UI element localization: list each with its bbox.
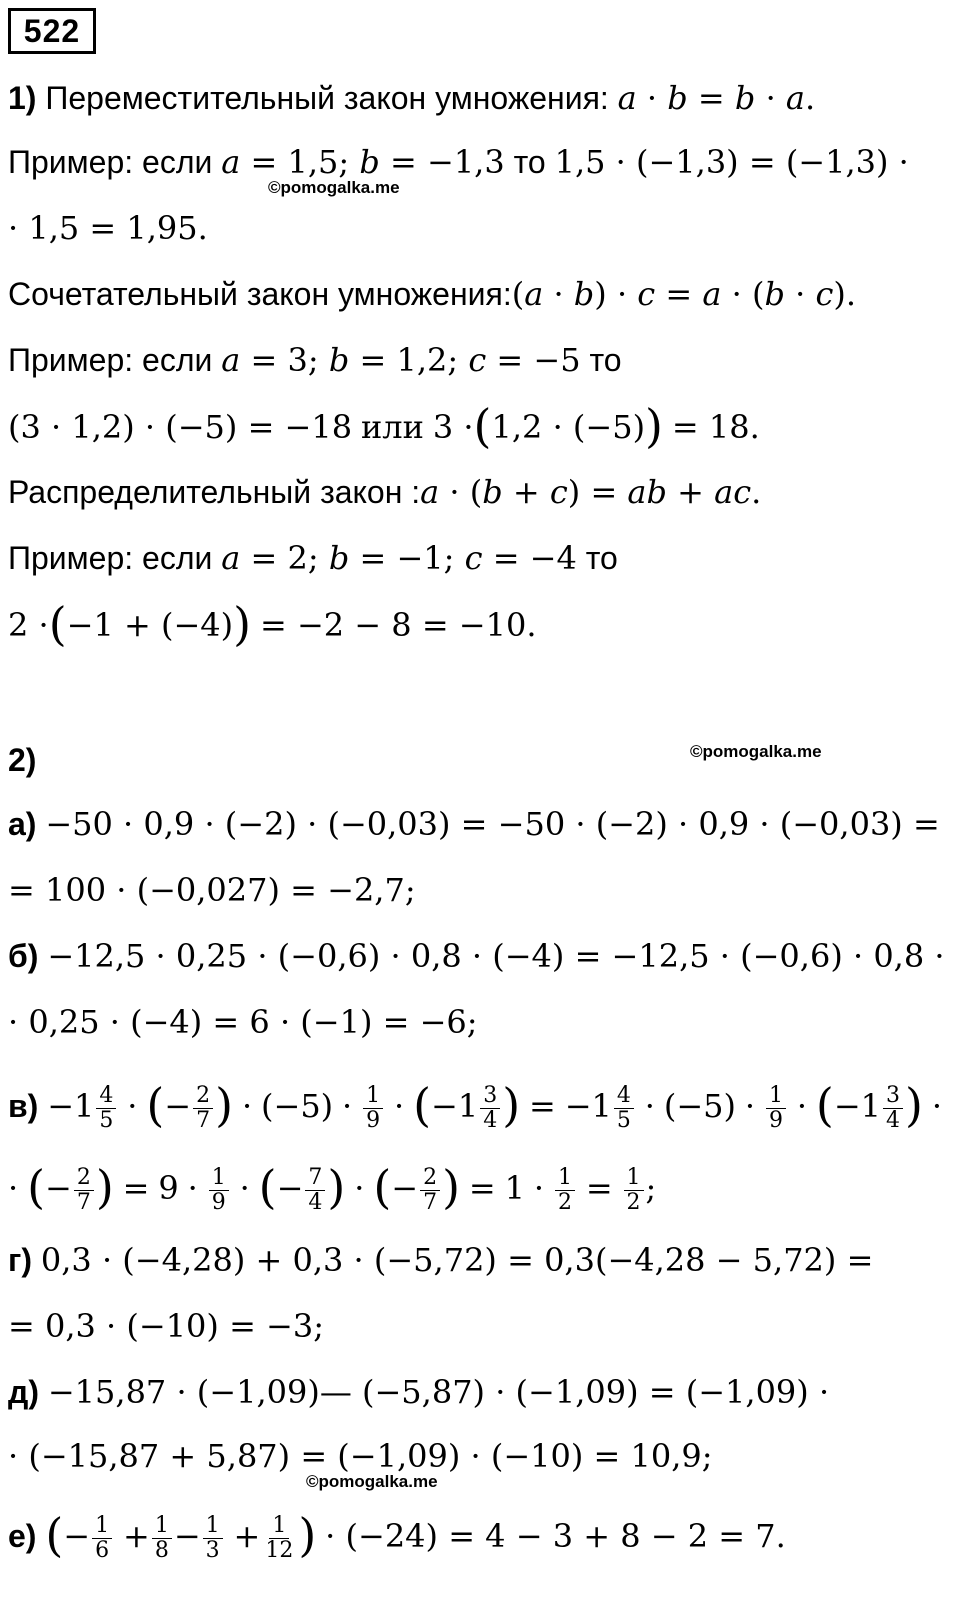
example3-calc-end: = −2 − 8 = −10. (259, 606, 537, 644)
item-e-rest: · (−24) = 4 − 3 + 8 − 2 = 7. (325, 1516, 786, 1555)
item-d-label: д) (8, 1374, 39, 1410)
part1-label: 1) (8, 80, 37, 116)
item-e-line: е) (− $\frac{1}{6}$ + $\frac{1}{8}$ − $\frac{1}{3}$ + $\frac{1}{12}$ ) · (−24) = 4 − 3 + 8 − 2 = 7. (8, 1507, 786, 1563)
example2-calc-b-end: = 18. (671, 408, 760, 446)
fraction: $\frac{1}{12}$ (265, 1513, 294, 1563)
item-e-label: е) (8, 1517, 37, 1554)
example3-calc-start: 2 · (8, 606, 49, 644)
mixed-whole: −1 (833, 1086, 882, 1125)
example2-values: 𝑎 = 3; 𝑏 = 1,2; 𝑐 = −5 (221, 341, 581, 379)
fraction: $\frac{1}{9}$ (766, 1084, 786, 1133)
minus: − (173, 1516, 201, 1555)
item-g-line2: = 0,3 · (−10) = −3; (8, 1307, 324, 1345)
distributive-law-formula: 𝑎 · (𝑏 + 𝑐) = 𝑎𝑏 + 𝑎𝑐. (420, 473, 762, 511)
dot: · (931, 1086, 943, 1125)
dot: · (241, 1086, 253, 1125)
mixed-whole: −1 (564, 1086, 612, 1125)
example3-line (8, 538, 618, 578)
equals: = (468, 1168, 496, 1207)
part2-label: 2) (8, 742, 37, 778)
example1-calc: 1,5 · (−1,3) = (−1,3) · (554, 143, 909, 181)
fraction: $\frac{1}{2}$ (624, 1166, 644, 1215)
example2-calc-a: (3 · 1,2) · (−5) = −18 (8, 408, 353, 446)
to-word: то (513, 144, 546, 180)
dot: · (354, 1168, 365, 1207)
associative-law-text: Сочетательный закон умножения: (8, 276, 512, 312)
dot: · (187, 1168, 198, 1207)
fraction: $\frac{2}{7}$ (74, 1166, 94, 1215)
item-b-expr1: −12,5 · 0,25 · (−0,6) · 0,8 · (−4) = −12,5 · (−0,6) · 0,8 · (47, 937, 945, 975)
example3-values: 𝑎 = 2; 𝑏 = −1; 𝑐 = −4 (221, 539, 577, 577)
equals: = (585, 1168, 613, 1207)
to-word: то (589, 342, 622, 378)
or-word: или (360, 408, 424, 446)
item-d-line2: · (−15,87 + 5,87) = (−1,09) · (−10) = 10,9; (8, 1437, 713, 1475)
item-v-label: в) (8, 1087, 39, 1124)
example1-continuation: · 1,5 = 1,95. (8, 209, 208, 247)
item-v-line2: · (− $\frac{2}{7}$ ) = 9 · $\frac{1}{9}$ · (− $\frac{7}{4}$ ) · (− $\frac{2}{7}$ ) = 1 · $\frac{1}{2}$ = $\frac{1}{2}$ ; (8, 1159, 657, 1215)
dot: · (8, 1168, 19, 1207)
item-a-line1 (8, 804, 940, 844)
term: 1 (504, 1168, 525, 1207)
item-v-line1: в) −1 $\frac{4}{5}$ · (− $\frac{2}{7}$ ) · (−5) · $\frac{1}{9}$ · (−1 $\frac{3}{4}$ ) = −1 $\frac{4}{5}$ · (−5) · $\frac{1}{9}$ · (−1 $\frac{3}{4}$ ) · (8, 1077, 943, 1133)
item-d-line1 (8, 1372, 829, 1412)
minus: − (63, 1516, 91, 1555)
example3-calc-mid: −1 + (−4) (66, 606, 234, 644)
dot: · (796, 1086, 808, 1125)
fraction: $\frac{3}{4}$ (480, 1084, 500, 1133)
fraction: $\frac{1}{9}$ (209, 1166, 229, 1215)
dot: · (533, 1168, 545, 1207)
fraction: $\frac{2}{7}$ (420, 1166, 440, 1215)
commutative-law-text: Переместительный закон умножения: (45, 80, 609, 116)
term: (−5) (663, 1086, 736, 1125)
distributive-law-text: Распределительный закон : (8, 474, 421, 510)
fraction: $\frac{1}{9}$ (363, 1084, 383, 1133)
example-prefix: Пример: если (8, 540, 213, 576)
fraction: $\frac{4}{5}$ (96, 1084, 116, 1133)
equals: = (529, 1086, 556, 1125)
example2-calc-b-start: 3 · (432, 408, 474, 446)
mixed-whole: −1 (431, 1086, 479, 1125)
example-prefix: Пример: если (8, 144, 213, 180)
example1-values: 𝑎 = 1,5; 𝑏 = −1,3 (221, 143, 505, 181)
item-a-line2: = 100 · (−0,027) = −2,7; (8, 871, 416, 909)
minus: − (276, 1168, 304, 1207)
semicolon: ; (645, 1168, 657, 1207)
example1-line (8, 142, 909, 182)
term: 9 (158, 1168, 179, 1207)
watermark: ©pomogalka.me (690, 742, 822, 761)
plus: + (233, 1516, 261, 1555)
commutative-law-line (8, 78, 815, 118)
item-a-expr1: −50 · 0,9 · (−2) · (−0,03) = −50 · (−2) · 0,9 · (−0,03) = (45, 805, 940, 843)
example2-calc-line: (3 · 1,2) · (−5) = −18 или 3 ·(1,2 · (−5)) = 18. (8, 399, 760, 453)
item-b-label: б) (8, 938, 39, 974)
item-g-expr1: 0,3 · (−4,28) + 0,3 · (−5,72) = 0,3(−4,28 − 5,72) = (40, 1241, 874, 1279)
example2-line (8, 340, 622, 380)
term: (−5) (261, 1086, 334, 1125)
to-word: то (585, 540, 618, 576)
dot: · (744, 1086, 756, 1125)
fraction: $\frac{3}{4}$ (883, 1084, 903, 1133)
minus: − (391, 1168, 419, 1207)
fraction: $\frac{4}{5}$ (614, 1084, 634, 1133)
fraction: $\frac{1}{6}$ (92, 1514, 112, 1563)
dot: · (239, 1168, 250, 1207)
minus: − (164, 1086, 192, 1125)
item-b-line1 (8, 936, 945, 976)
fraction: $\frac{1}{8}$ (152, 1514, 172, 1563)
watermark: ©pomogalka.me (306, 1472, 438, 1491)
dot: · (127, 1086, 138, 1125)
item-b-line2: · 0,25 · (−4) = 6 · (−1) = −6; (8, 1003, 478, 1041)
equals: = (122, 1168, 150, 1207)
item-g-line1 (8, 1240, 873, 1280)
example-prefix: Пример: если (8, 342, 213, 378)
associative-law-formula: (𝑎 · 𝑏) · 𝑐 = 𝑎 · (𝑏 · 𝑐). (511, 275, 857, 313)
mixed-whole: −1 (47, 1086, 95, 1125)
commutative-law-formula: 𝑎 · 𝑏 = 𝑏 · 𝑎. (617, 79, 816, 117)
associative-law-line (8, 274, 856, 314)
fraction: $\frac{1}{3}$ (203, 1514, 223, 1563)
dot: · (394, 1086, 405, 1125)
distributive-law-line (8, 472, 761, 512)
fraction: $\frac{1}{2}$ (555, 1166, 575, 1215)
example3-calc-line: 2 ·(−1 + (−4)) = −2 − 8 = −10. (8, 597, 537, 651)
example2-calc-b-mid: 1,2 · (−5) (491, 408, 646, 446)
item-d-expr1: −15,87 · (−1,09)— (−5,87) · (−1,09) = (−1,09) · (47, 1373, 830, 1411)
fraction: $\frac{7}{4}$ (305, 1166, 325, 1215)
item-g-label: г) (8, 1242, 32, 1278)
fraction: $\frac{2}{7}$ (193, 1084, 213, 1133)
dot: · (342, 1086, 353, 1125)
dot: · (644, 1086, 655, 1125)
minus: − (45, 1168, 72, 1207)
watermark: ©pomogalka.me (268, 178, 400, 197)
problem-number: 522 (8, 8, 96, 54)
item-a-label: а) (8, 806, 37, 842)
plus: + (123, 1516, 150, 1555)
